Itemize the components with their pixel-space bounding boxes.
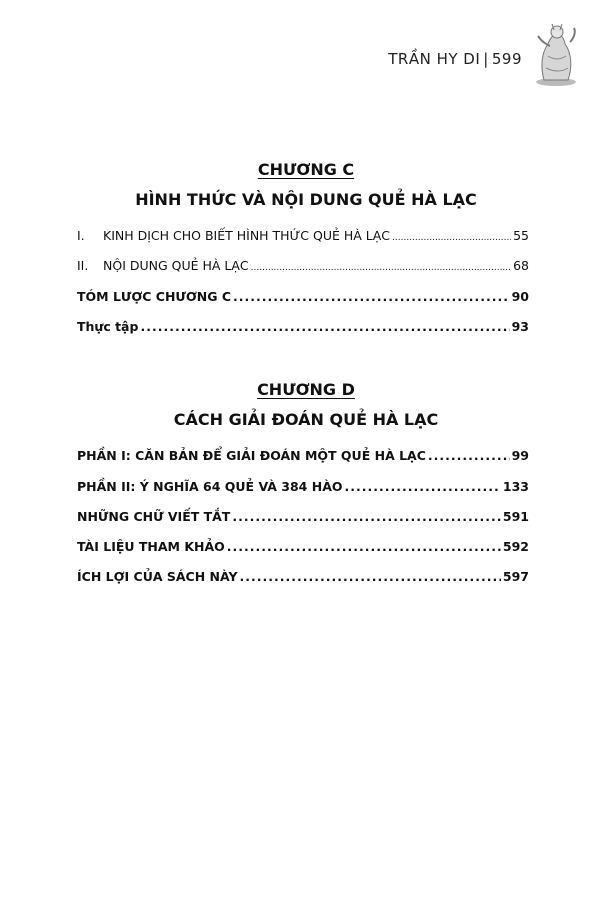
dot-leader xyxy=(232,509,501,524)
chapter-c-heading xyxy=(0,160,612,179)
toc-entry-text: ÍCH LỢI CỦA SÁCH NÀY xyxy=(77,569,238,584)
toc-entry-page: 90 xyxy=(511,289,529,304)
toc-entry-page: 133 xyxy=(502,479,529,494)
chapter-c-title: HÌNH THỨC VÀ NỘI DUNG QUẺ HÀ LẠC xyxy=(135,190,477,209)
header-separator: | xyxy=(483,50,489,68)
toc-entry-page: 591 xyxy=(502,509,529,524)
toc-entry-text: NHỮNG CHỮ VIẾT TẮT xyxy=(77,509,231,524)
toc-entry-c-3[interactable] xyxy=(77,289,529,309)
toc-entry-d-4[interactable] xyxy=(77,539,529,559)
page-number: 599 xyxy=(491,50,522,68)
toc-entry-text: NỘI DUNG QUẺ HÀ LẠC xyxy=(103,258,249,273)
author-name: TRẦN HY DI xyxy=(388,50,481,68)
toc-entry-page: 597 xyxy=(502,569,529,584)
toc-entry-d-1[interactable] xyxy=(77,448,529,468)
toc-entry-number: I. xyxy=(77,228,85,243)
toc-entry-c-1[interactable] xyxy=(77,228,529,248)
toc-entry-page: 93 xyxy=(511,319,529,334)
toc-entry-text: PHẦN II: Ý NGHĨA 64 QUẺ VÀ 384 HÀO xyxy=(77,479,343,494)
dot-leader xyxy=(140,319,509,334)
dot-leader xyxy=(233,289,510,304)
toc-entry-page: 592 xyxy=(502,539,529,554)
toc-entry-page: 99 xyxy=(511,448,529,463)
dot-leader xyxy=(251,263,511,273)
toc-entry-d-3[interactable] xyxy=(77,509,529,529)
toc-entry-text: PHẦN I: CĂN BẢN ĐỂ GIẢI ĐOÁN MỘT QUẺ HÀ LẠC xyxy=(77,448,426,463)
toc-entry-page: 68 xyxy=(513,258,529,273)
chapter-c-label: CHƯƠNG C xyxy=(257,160,355,179)
toc-entry-c-4[interactable] xyxy=(77,319,529,339)
toc-entry-d-2[interactable] xyxy=(77,479,529,499)
running-head xyxy=(388,50,522,68)
dot-leader xyxy=(428,448,510,463)
toc-entry-text: Thực tập xyxy=(77,319,139,334)
toc-entry-text: TÓM LƯỢC CHƯƠNG C xyxy=(77,289,232,304)
dot-leader xyxy=(227,539,501,554)
chapter-d-title: CÁCH GIẢI ĐOÁN QUẺ HÀ LẠC xyxy=(173,410,439,429)
toc-entry-text: KINH DỊCH CHO BIẾT HÌNH THỨC QUẺ HÀ LẠC xyxy=(103,228,391,243)
toc-entry-number: II. xyxy=(77,258,89,273)
chapter-d-heading xyxy=(0,380,612,399)
dot-leader xyxy=(392,233,511,243)
toc-entry-text: TÀI LIỆU THAM KHẢO xyxy=(77,539,225,554)
dot-leader xyxy=(345,479,501,494)
sage-figurine-icon xyxy=(530,22,582,88)
toc-entry-page: 55 xyxy=(513,228,529,243)
dot-leader xyxy=(240,569,501,584)
chapter-d-label: CHƯƠNG D xyxy=(257,380,355,399)
toc-entry-c-2[interactable] xyxy=(77,258,529,278)
toc-entry-d-5[interactable] xyxy=(77,569,529,589)
